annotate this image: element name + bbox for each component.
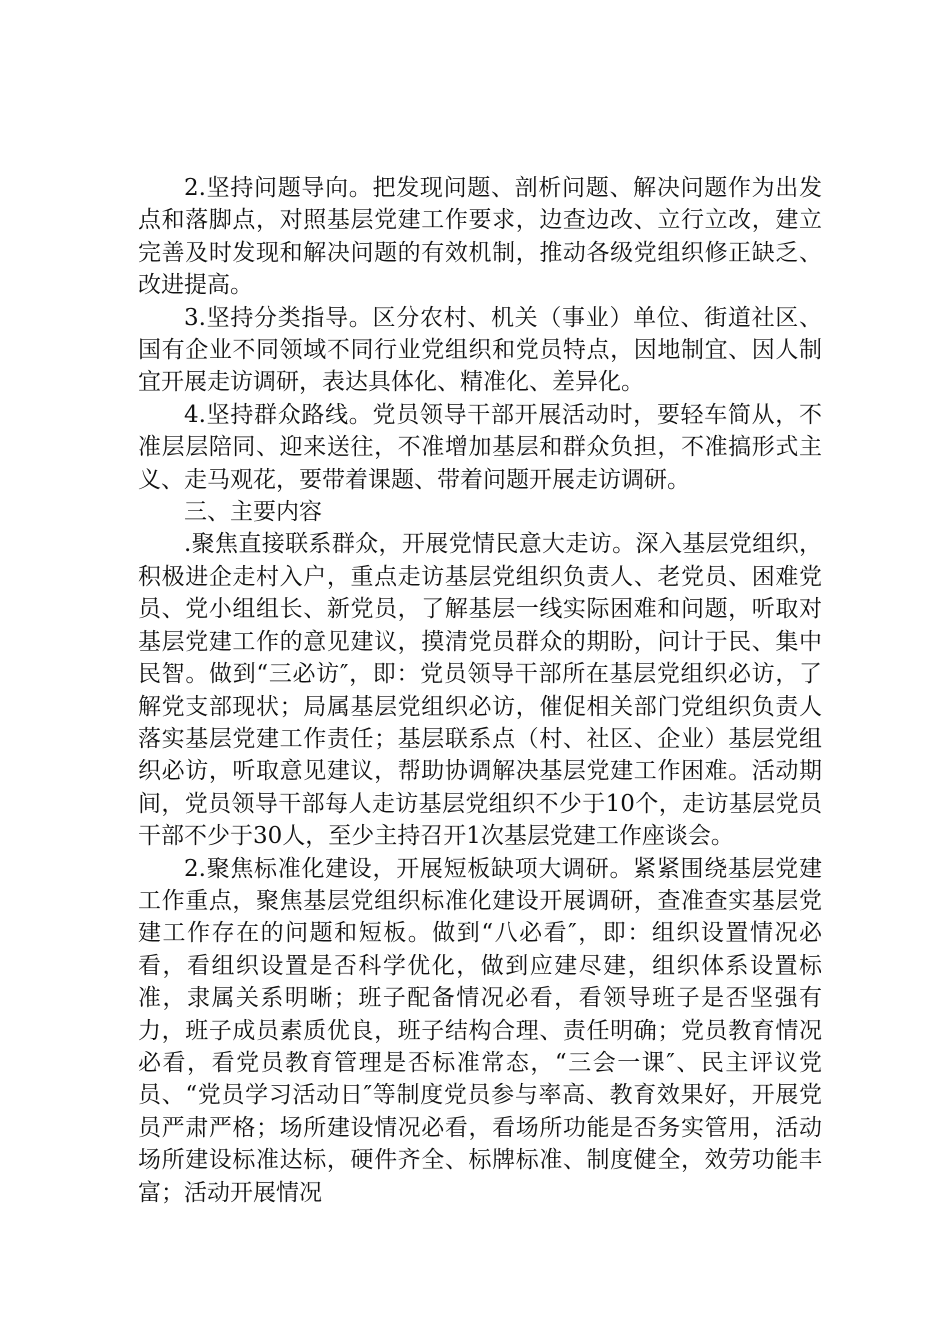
paragraph-content-1: .聚焦直接联系群众，开展党情民意大走访。深入基层党组织，积极进企走村入户，重点走访基层党组织负责人、老党员、困难党员、党小组组长、新党员，了解基层一线实际困难和问题，听取对基层党建工作的意见建议，摸清党员群众的期盼，问计于民、集中民智。做到“三必访″，即：党员领导干部所在基层党组织必访，了解党支部现状；局属基层党组织必访，催促相关部门党组织负责人落实基层党建工作责任；基层联系点（村、社区、企业）基层党组织必访，听取意见建议，帮助协调解决基层党建工作困难。活动期间，党员领导干部每人走访基层党组织不少于10个，走访基层党员干部不少于30人，至少主持召开1次基层党建工作座谈会。 xyxy=(138,531,822,850)
document-body xyxy=(138,172,822,1209)
paragraph-principle-2: 2.坚持问题导向。把发现问题、剖析问题、解决问题作为出发点和落脚点，对照基层党建工作要求，边查边改、立行立改，建立完善及时发现和解决问题的有效机制，推动各级党组织修正缺乏、改进提高。 xyxy=(138,175,822,299)
paragraph-principle-3: 3.坚持分类指导。区分农村、机关（事业）单位、街道社区、国有企业不同领域不同行业党组织和党员特点，因地制宜、因人制宜开展走访调研，表达具体化、精准化、差异化。 xyxy=(138,304,822,396)
section-heading-main-content: 三、主要内容 xyxy=(184,499,322,526)
paragraph-principle-4: 4.坚持群众路线。党员领导干部开展活动时，要轻车简从，不准层层陪同、迎来送往，不准增加基层和群众负担，不准搞形式主义、走马观花，要带着课题、带着问题开展走访调研。 xyxy=(138,401,822,493)
paragraph-content-2: 2.聚焦标准化建设，开展短板缺项大调研。紧紧围绕基层党建工作重点，聚焦基层党组织标准化建设开展调研，查准查实基层党建工作存在的问题和短板。做到“八必看″，即：组织设置情况必看，看组织设置是否科学优化，做到应建尽建，组织体系设置标准，隶属关系明晰；班子配备情况必看，看领导班子是否坚强有力，班子成员素质优良，班子结构合理、责任明确；党员教育情况必看，看党员教育管理是否标准常态，“三会一课″、民主评议党员、“党员学习活动日″等制度党员参与率高、教育效果好，开展党员严肃严格；场所建设情况必看，看场所功能是否务实管用，活动场所建设标准达标，硬件齐全、标牌标准、制度健全，效劳功能丰富；活动开展情况 xyxy=(138,855,822,1206)
